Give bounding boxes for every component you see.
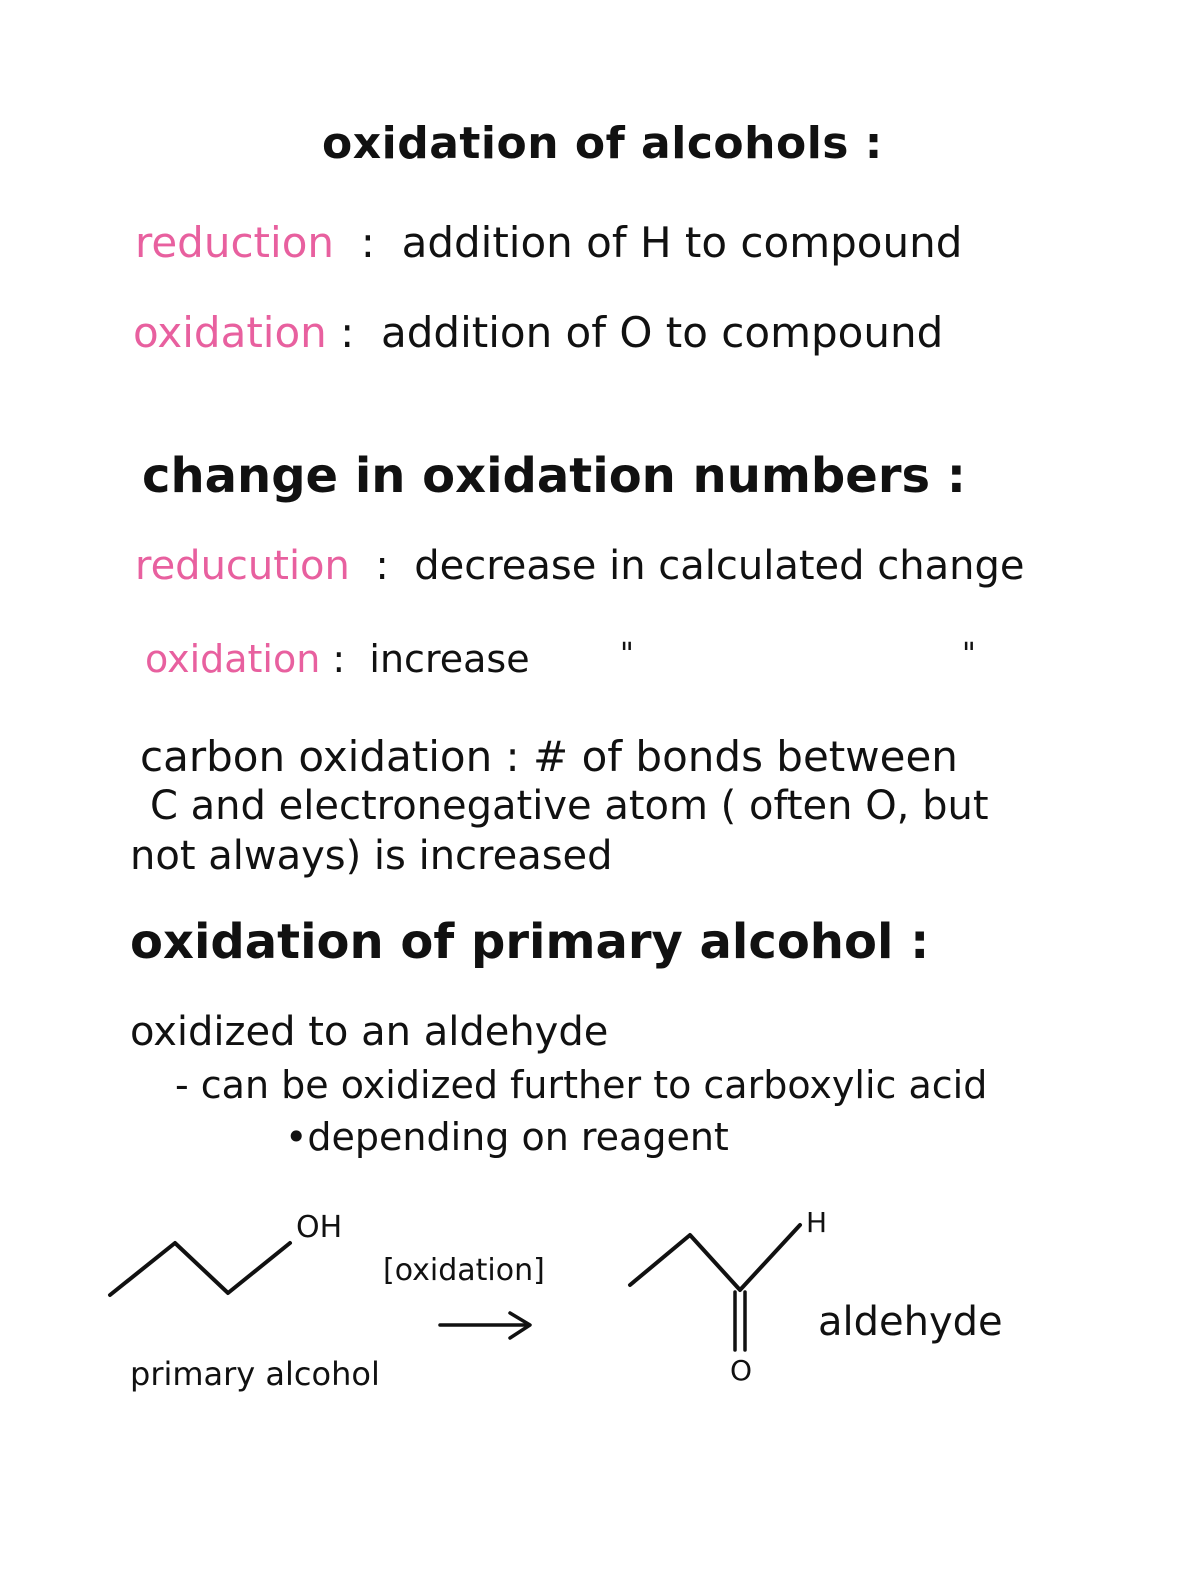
reagent-label: [oxidation] [383,1253,545,1288]
reactant-name-label: primary alcohol [130,1355,380,1393]
product-o-label: O [730,1354,753,1387]
carbon-oxidation-line-2: C and electronegative atom ( often O, but [150,783,989,829]
change-reduction-text: decrease in calculated change [414,543,1025,589]
definition-oxidation-text: addition of O to compound [381,308,944,357]
primary-alcohol-structure [110,1243,290,1295]
primary-line-2: - can be oxidized further to carboxylic acid [175,1063,988,1107]
definition-oxidation [133,308,944,357]
term-reduction: reducution [135,543,350,589]
term-reduction: reduction [135,218,335,267]
change-reduction [135,543,1025,589]
page-title: oxidation of alcohols : [322,118,883,169]
definition-reduction-text: addition of H to compound [401,218,963,267]
reaction-diagram [0,1180,1200,1440]
definition-reduction [135,218,963,267]
primary-line-3: •depending on reagent [285,1115,729,1159]
change-oxidation [145,637,530,681]
colon-separator: : [332,637,358,681]
change-oxidation-text: increase [369,637,530,681]
carbon-oxidation-line-1: carbon oxidation : # of bonds between [140,732,958,781]
section-heading-primary: oxidation of primary alcohol : [130,914,930,970]
carbon-oxidation-line-3: not always) is increased [130,833,613,879]
aldehyde-structure [630,1225,800,1290]
colon-separator: : [340,308,368,357]
reaction-arrow [440,1313,530,1338]
product-name-label: aldehyde [818,1299,1003,1345]
ditto-mark: " [620,637,634,672]
product-h-label: H [806,1206,828,1239]
primary-line-1: oxidized to an aldehyde [130,1009,609,1055]
term-oxidation: oxidation [145,637,321,681]
reactant-oh-label: OH [296,1210,343,1245]
colon-separator: : [362,543,402,589]
section-heading-change: change in oxidation numbers : [142,448,966,504]
term-oxidation: oxidation [133,308,327,357]
colon-separator: : [347,218,389,267]
ditto-mark: " [962,637,976,672]
